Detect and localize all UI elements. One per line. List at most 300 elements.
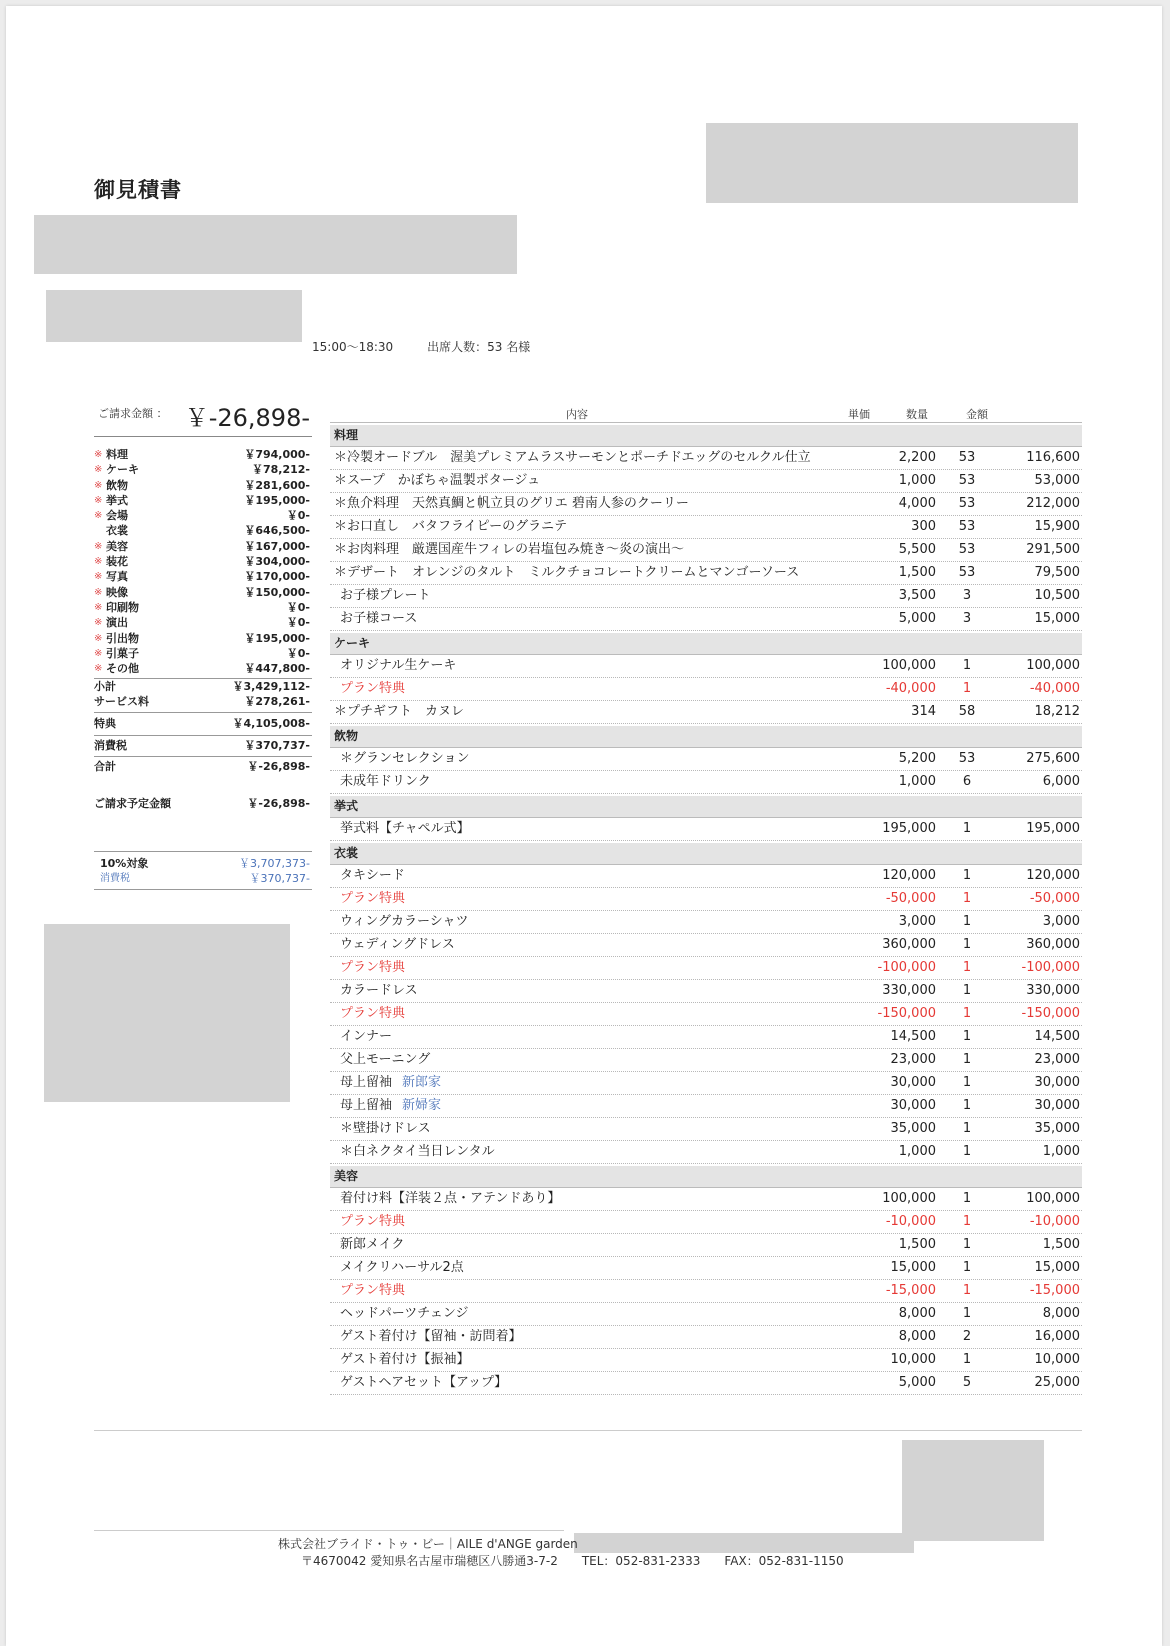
line-amount: 25,000: [1034, 1375, 1080, 1390]
unit-price: 195,000: [882, 821, 936, 836]
summary-category-row: [94, 539, 312, 554]
asterisk-mark: ※: [94, 632, 103, 644]
unit-price: 1,000: [898, 1144, 936, 1159]
billing-label: ご請求金額 ：: [98, 407, 168, 420]
table-row: [330, 865, 1082, 888]
summary-category-name: 料理: [106, 448, 128, 461]
summary-category-row: [94, 600, 312, 615]
unit-price: 5,000: [898, 611, 936, 626]
line-amount: -10,000: [1029, 1214, 1080, 1229]
item-name-text: オリジナル生ケーキ: [340, 658, 457, 673]
summary-category-key: [94, 478, 128, 493]
item-name: [334, 447, 811, 469]
unit-price: 1,500: [898, 1237, 936, 1252]
line-amount: 6,000: [1042, 774, 1080, 789]
quantity: 3: [962, 611, 972, 626]
line-amount: -40,000: [1029, 681, 1080, 696]
unit-price: 35,000: [890, 1121, 936, 1136]
summary-category-amount: ￥0-: [286, 509, 310, 523]
table-row: [330, 818, 1082, 841]
item-name-text: 着付け料【洋装２点・アテンドあり】: [340, 1191, 561, 1206]
quantity: 1: [962, 1144, 972, 1159]
unit-price: 100,000: [882, 658, 936, 673]
summary-category-row: [94, 569, 312, 584]
asterisk-mark: ※: [94, 601, 103, 613]
item-name-text: ＊デザート オレンジのタルト ミルクチョコレートクリームとマンゴーソース: [334, 565, 800, 580]
item-name: [340, 1280, 405, 1302]
table-row: [330, 447, 1082, 470]
summary-category-key: [94, 523, 128, 538]
line-amount: 35,000: [1034, 1121, 1080, 1136]
item-name: [340, 1049, 430, 1071]
item-name-text: 母上留袖: [340, 1098, 393, 1113]
company-address: 〒4670042 愛知県名古屋市瑞穂区八勝通3-7-2 TEL：052-831-2333 FAX：052-831-1150: [301, 1554, 844, 1568]
unit-price: 3,000: [898, 914, 936, 929]
line-amount: 53,000: [1034, 473, 1080, 488]
summary-category-amount: ￥150,000-: [244, 585, 310, 599]
summary-category-key: [94, 508, 128, 523]
item-name-text: プラン特典: [340, 960, 406, 975]
asterisk-mark: ※: [94, 540, 103, 552]
unit-price: -40,000: [885, 681, 936, 696]
summary-category-amount: ￥195,000-: [244, 493, 310, 507]
line-amount: 79,500: [1034, 565, 1080, 580]
item-name: [334, 562, 799, 584]
item-name-text: メイクリハーサル2点: [340, 1260, 464, 1275]
line-amount: 16,000: [1034, 1329, 1080, 1344]
redacted-block: [902, 1440, 1044, 1541]
summary-category-row: [94, 646, 312, 661]
item-name-text: ＊グランセレクション: [340, 751, 470, 766]
table-row: [330, 1072, 1082, 1095]
summary-category-name: 装花: [106, 555, 128, 569]
quantity: 1: [962, 821, 972, 836]
item-name-text: プラン特典: [340, 891, 406, 906]
event-time: 15:00〜18:30: [312, 340, 394, 354]
summary-category-amount: ￥195,000-: [244, 631, 310, 645]
quantity: 1: [962, 1306, 972, 1321]
quantity: 53: [958, 519, 976, 534]
line-amount: 14,500: [1034, 1029, 1080, 1044]
summary-category-name: 引出物: [106, 631, 139, 645]
unit-price: -150,000: [877, 1006, 936, 1021]
footer-divider: [94, 1430, 1082, 1431]
table-row: [330, 771, 1082, 794]
quantity: 1: [962, 1214, 972, 1229]
unit-price: 14,500: [890, 1029, 936, 1044]
unit-price: -15,000: [885, 1283, 936, 1298]
summary-category-amount: ￥304,000-: [244, 555, 310, 569]
unit-price: 15,000: [890, 1260, 936, 1275]
taxable-value: ￥3,707,373-: [239, 857, 310, 871]
item-name: [340, 1072, 441, 1094]
quantity: 1: [962, 1052, 972, 1067]
line-amount: 360,000: [1026, 937, 1080, 952]
item-name-text: タキシード: [340, 868, 405, 883]
item-name: [340, 1326, 521, 1348]
table-row: [330, 516, 1082, 539]
line-amount: 10,500: [1034, 588, 1080, 603]
subtotal-value: ￥3,429,112-: [232, 680, 310, 694]
billing-amount: ￥-26,898-: [184, 404, 310, 432]
quantity: 1: [962, 1006, 972, 1021]
item-name-text: ＊魚介料理 天然真鯛と帆立貝のグリエ 碧南人参のクーリー: [334, 496, 689, 511]
item-name: [340, 1372, 507, 1394]
line-amount: 291,500: [1026, 542, 1080, 557]
item-name: [340, 655, 456, 677]
summary-category-name: 写真: [106, 570, 128, 584]
section-header: 飲物: [330, 726, 1082, 748]
quantity: 1: [962, 937, 972, 952]
item-name-text: ＊冷製オードブル 渥美プレミアムラスサーモンとポーチドエッグのセルクル仕立: [334, 450, 811, 465]
item-name: [340, 1188, 560, 1210]
line-amount: 15,000: [1034, 1260, 1080, 1275]
asterisk-mark: ※: [94, 494, 103, 506]
table-row: [330, 1188, 1082, 1211]
unit-price: 4,000: [898, 496, 936, 511]
unit-price: 1,000: [898, 473, 936, 488]
quantity: 1: [962, 868, 972, 883]
item-name: [340, 748, 469, 770]
summary-category-row: [94, 554, 312, 569]
item-name: [340, 1211, 405, 1233]
table-row: [330, 1049, 1082, 1072]
line-amount: 195,000: [1026, 821, 1080, 836]
quantity: 1: [962, 960, 972, 975]
discount-row: [330, 678, 1082, 701]
category-summary-list: [94, 447, 312, 679]
item-name: [340, 911, 468, 933]
unit-price: 314: [911, 704, 936, 719]
line-amount: 15,900: [1034, 519, 1080, 534]
table-row: [330, 1326, 1082, 1349]
table-row: [330, 655, 1082, 678]
summary-category-key: [94, 462, 139, 477]
table-row: [330, 1349, 1082, 1372]
line-amount: 212,000: [1026, 496, 1080, 511]
line-amount: 100,000: [1026, 1191, 1080, 1206]
asterisk-mark: ※: [94, 617, 103, 629]
taxable-tax-value: ￥370,737-: [249, 872, 310, 886]
item-name-text: ゲストヘアセット【アップ】: [340, 1375, 508, 1390]
quantity: 5: [962, 1375, 972, 1390]
quantity: 1: [962, 1029, 972, 1044]
section-header: 挙式: [330, 796, 1082, 818]
line-amount: 23,000: [1034, 1052, 1080, 1067]
service-fee-row: [94, 694, 312, 713]
quantity: 1: [962, 1098, 972, 1113]
table-row: [330, 1026, 1082, 1049]
quantity: 1: [962, 1352, 972, 1367]
summary-category-name: 衣裳: [106, 524, 128, 538]
item-name-text: カラードレス: [340, 983, 418, 998]
item-name: [334, 493, 689, 515]
table-row: [330, 1372, 1082, 1395]
line-amount: 100,000: [1026, 658, 1080, 673]
header-amount: 金額: [966, 408, 988, 421]
header-unit-price: 単価: [848, 408, 870, 421]
unit-price: 1,500: [898, 565, 936, 580]
summary-category-name: 挙式: [106, 493, 128, 507]
item-name: [340, 1234, 404, 1256]
summary-category-row: [94, 508, 312, 523]
asterisk-mark: ※: [94, 449, 103, 460]
summary-category-amount: ￥78,212-: [251, 463, 310, 477]
quantity: 53: [958, 450, 976, 465]
quantity: 53: [958, 542, 976, 557]
item-name: [340, 818, 470, 840]
unit-price: 120,000: [882, 868, 936, 883]
item-name: [340, 888, 405, 910]
asterisk-mark: ※: [94, 479, 103, 491]
quantity: 1: [962, 681, 972, 696]
line-amount: 330,000: [1026, 983, 1080, 998]
item-name: [340, 608, 417, 630]
table-row: [330, 608, 1082, 631]
service-fee-value: ￥278,261-: [244, 695, 310, 709]
summary-category-row: [94, 631, 312, 646]
document-title: 御見積書: [94, 178, 182, 202]
benefit-label: 特典: [94, 717, 116, 731]
line-amount: -15,000: [1029, 1283, 1080, 1298]
table-row: [330, 470, 1082, 493]
table-row: [330, 1141, 1082, 1164]
asterisk-mark: ※: [94, 464, 103, 476]
total-label: 合計: [94, 760, 116, 774]
item-name: [340, 957, 405, 979]
unit-price: 5,500: [898, 542, 936, 557]
summary-panel: [94, 402, 312, 890]
summary-category-amount: ￥167,000-: [244, 539, 310, 553]
item-name-text: 新郎メイク: [340, 1237, 405, 1252]
item-name-text: 母上留袖: [340, 1075, 393, 1090]
item-name: [340, 1349, 469, 1371]
line-amount: -50,000: [1029, 891, 1080, 906]
quantity: 1: [962, 1075, 972, 1090]
unit-price: 23,000: [890, 1052, 936, 1067]
unit-price: 5,000: [898, 1375, 936, 1390]
forecast-row: [94, 795, 312, 811]
quantity: 58: [958, 704, 976, 719]
table-row: [330, 701, 1082, 724]
summary-category-amount: ￥281,600-: [244, 478, 310, 492]
quantity: 1: [962, 1260, 972, 1275]
discount-row: [330, 1003, 1082, 1026]
summary-category-row: [94, 585, 312, 600]
summary-category-amount: ￥170,000-: [244, 570, 310, 584]
unit-price: 360,000: [882, 937, 936, 952]
section-header: ケーキ: [330, 633, 1082, 655]
item-name: [334, 701, 464, 723]
table-row: [330, 748, 1082, 771]
item-name: [340, 1303, 469, 1325]
summary-category-row: [94, 447, 312, 462]
summary-category-amount: ￥447,800-: [244, 662, 310, 676]
summary-category-key: [94, 631, 139, 646]
total-row: [94, 757, 312, 777]
item-name-text: プラン特典: [340, 1214, 406, 1229]
quantity: 53: [958, 565, 976, 580]
item-note: 新婦家: [402, 1098, 442, 1113]
asterisk-mark: ※: [94, 556, 103, 568]
unit-price: 300: [911, 519, 936, 534]
item-name: [340, 1141, 495, 1163]
summary-category-key: [94, 569, 128, 584]
quantity: 6: [962, 774, 972, 789]
quantity: 53: [958, 751, 976, 766]
item-name-text: 父上モーニング: [340, 1052, 431, 1067]
subtotal-row: [94, 679, 312, 694]
line-amount: 15,000: [1034, 611, 1080, 626]
line-amount: 30,000: [1034, 1075, 1080, 1090]
item-name-text: ＊お肉料理 厳選国産牛フィレの岩塩包み焼き〜炎の演出〜: [334, 542, 684, 557]
quantity: 1: [962, 983, 972, 998]
summary-category-amount: ￥0-: [286, 616, 310, 630]
redacted-block: [706, 123, 1078, 203]
discount-row: [330, 888, 1082, 911]
item-name-text: ウェディングドレス: [340, 937, 455, 952]
item-name-text: ＊お口直し バタフライピーのグラニテ: [334, 519, 568, 534]
item-name-text: お子様コース: [340, 611, 418, 626]
summary-category-name: その他: [106, 662, 139, 676]
quantity: 2: [962, 1329, 972, 1344]
tax-row: [94, 736, 312, 757]
table-body: [330, 425, 1082, 1395]
redacted-block: [34, 215, 517, 274]
line-amount: -100,000: [1021, 960, 1080, 975]
summary-category-amount: ￥0-: [286, 646, 310, 660]
discount-row: [330, 1280, 1082, 1303]
item-name: [340, 1118, 431, 1140]
summary-category-name: ケーキ: [106, 463, 139, 477]
line-amount: 8,000: [1042, 1306, 1080, 1321]
summary-category-name: 美容: [106, 539, 128, 553]
section-header: 料理: [330, 425, 1082, 447]
unit-price: 3,500: [898, 588, 936, 603]
summary-category-row: [94, 615, 312, 630]
unit-price: -50,000: [885, 891, 936, 906]
line-amount: 116,600: [1026, 450, 1080, 465]
item-name: [340, 678, 405, 700]
item-name: [340, 865, 405, 887]
table-row: [330, 980, 1082, 1003]
service-fee-label: サービス料: [94, 695, 149, 709]
table-row: [330, 493, 1082, 516]
unit-price: -10,000: [885, 1214, 936, 1229]
quantity: 1: [962, 914, 972, 929]
summary-category-key: [94, 615, 128, 630]
summary-category-key: [94, 646, 139, 661]
item-name: [340, 585, 430, 607]
unit-price: 100,000: [882, 1191, 936, 1206]
item-note: 新郎家: [402, 1075, 442, 1090]
unit-price: 1,000: [898, 774, 936, 789]
line-amount: 30,000: [1034, 1098, 1080, 1113]
summary-category-key: [94, 554, 128, 569]
summary-category-name: 引菓子: [106, 646, 139, 660]
summary-category-row: [94, 493, 312, 508]
item-name-text: ヘッドパーツチェンジ: [340, 1306, 469, 1321]
summary-category-key: [94, 493, 128, 508]
quantity: 3: [962, 588, 972, 603]
summary-category-row: [94, 478, 312, 493]
unit-price: 30,000: [890, 1098, 936, 1113]
summary-category-amount: ￥0-: [286, 600, 310, 614]
table-row: [330, 911, 1082, 934]
summary-category-row: [94, 462, 312, 477]
quantity: 1: [962, 658, 972, 673]
asterisk-mark: ※: [94, 571, 103, 583]
item-name-text: 未成年ドリンク: [340, 774, 431, 789]
line-amount: 1,500: [1042, 1237, 1080, 1252]
table-row: [330, 1303, 1082, 1326]
taxable-tax-row: [100, 871, 312, 886]
summary-category-row: [94, 523, 312, 538]
taxable-row: [100, 856, 312, 871]
item-name-text: ＊スープ かぼちゃ温製ポタージュ: [334, 473, 541, 488]
item-name-text: プラン特典: [340, 1006, 406, 1021]
item-name: [340, 1257, 464, 1279]
summary-category-name: 演出: [106, 616, 128, 630]
item-name-text: ＊プチギフト カヌレ: [334, 704, 465, 719]
line-amount: 10,000: [1034, 1352, 1080, 1367]
quantity: 53: [958, 496, 976, 511]
summary-category-key: [94, 447, 128, 462]
item-name: [334, 516, 567, 538]
benefit-row: [94, 713, 312, 736]
quantity: 53: [958, 473, 976, 488]
item-name-text: プラン特典: [340, 681, 406, 696]
line-amount: -150,000: [1021, 1006, 1080, 1021]
item-name: [340, 771, 431, 793]
forecast-label: ご請求予定金額: [94, 797, 171, 811]
header-content: 内容: [566, 408, 588, 421]
item-name-text: 挙式料【チャペル式】: [340, 821, 470, 836]
asterisk-mark: [94, 523, 106, 538]
item-name: [340, 1003, 405, 1025]
footer-divider: [94, 1530, 564, 1531]
table-row: [330, 1095, 1082, 1118]
quantity: 1: [962, 1237, 972, 1252]
tax-value: ￥370,737-: [244, 739, 310, 753]
header-quantity: 数量: [906, 408, 928, 421]
asterisk-mark: ※: [94, 586, 103, 598]
unit-price: 8,000: [898, 1329, 936, 1344]
line-amount: 18,212: [1034, 704, 1080, 719]
summary-category-name: 会場: [106, 509, 128, 523]
total-value: ￥-26,898-: [247, 760, 310, 774]
item-name-text: ＊壁掛けドレス: [340, 1121, 431, 1136]
item-name: [340, 1095, 441, 1117]
asterisk-mark: ※: [94, 510, 103, 522]
line-amount: 3,000: [1042, 914, 1080, 929]
item-name: [334, 539, 684, 561]
forecast-value: ￥-26,898-: [247, 797, 310, 811]
line-amount: 120,000: [1026, 868, 1080, 883]
summary-category-key: [94, 600, 139, 615]
unit-price: 10,000: [890, 1352, 936, 1367]
taxable-tax-label: 消費税: [100, 873, 130, 885]
taxable-label: 10%対象: [100, 857, 149, 871]
tax-label: 消費税: [94, 739, 127, 753]
table-row: [330, 1118, 1082, 1141]
tax-breakdown: [94, 851, 312, 890]
summary-category-key: [94, 661, 139, 676]
summary-category-amount: ￥646,500-: [244, 524, 310, 538]
unit-price: 330,000: [882, 983, 936, 998]
table-header: [330, 404, 1082, 423]
summary-category-row: [94, 661, 312, 676]
